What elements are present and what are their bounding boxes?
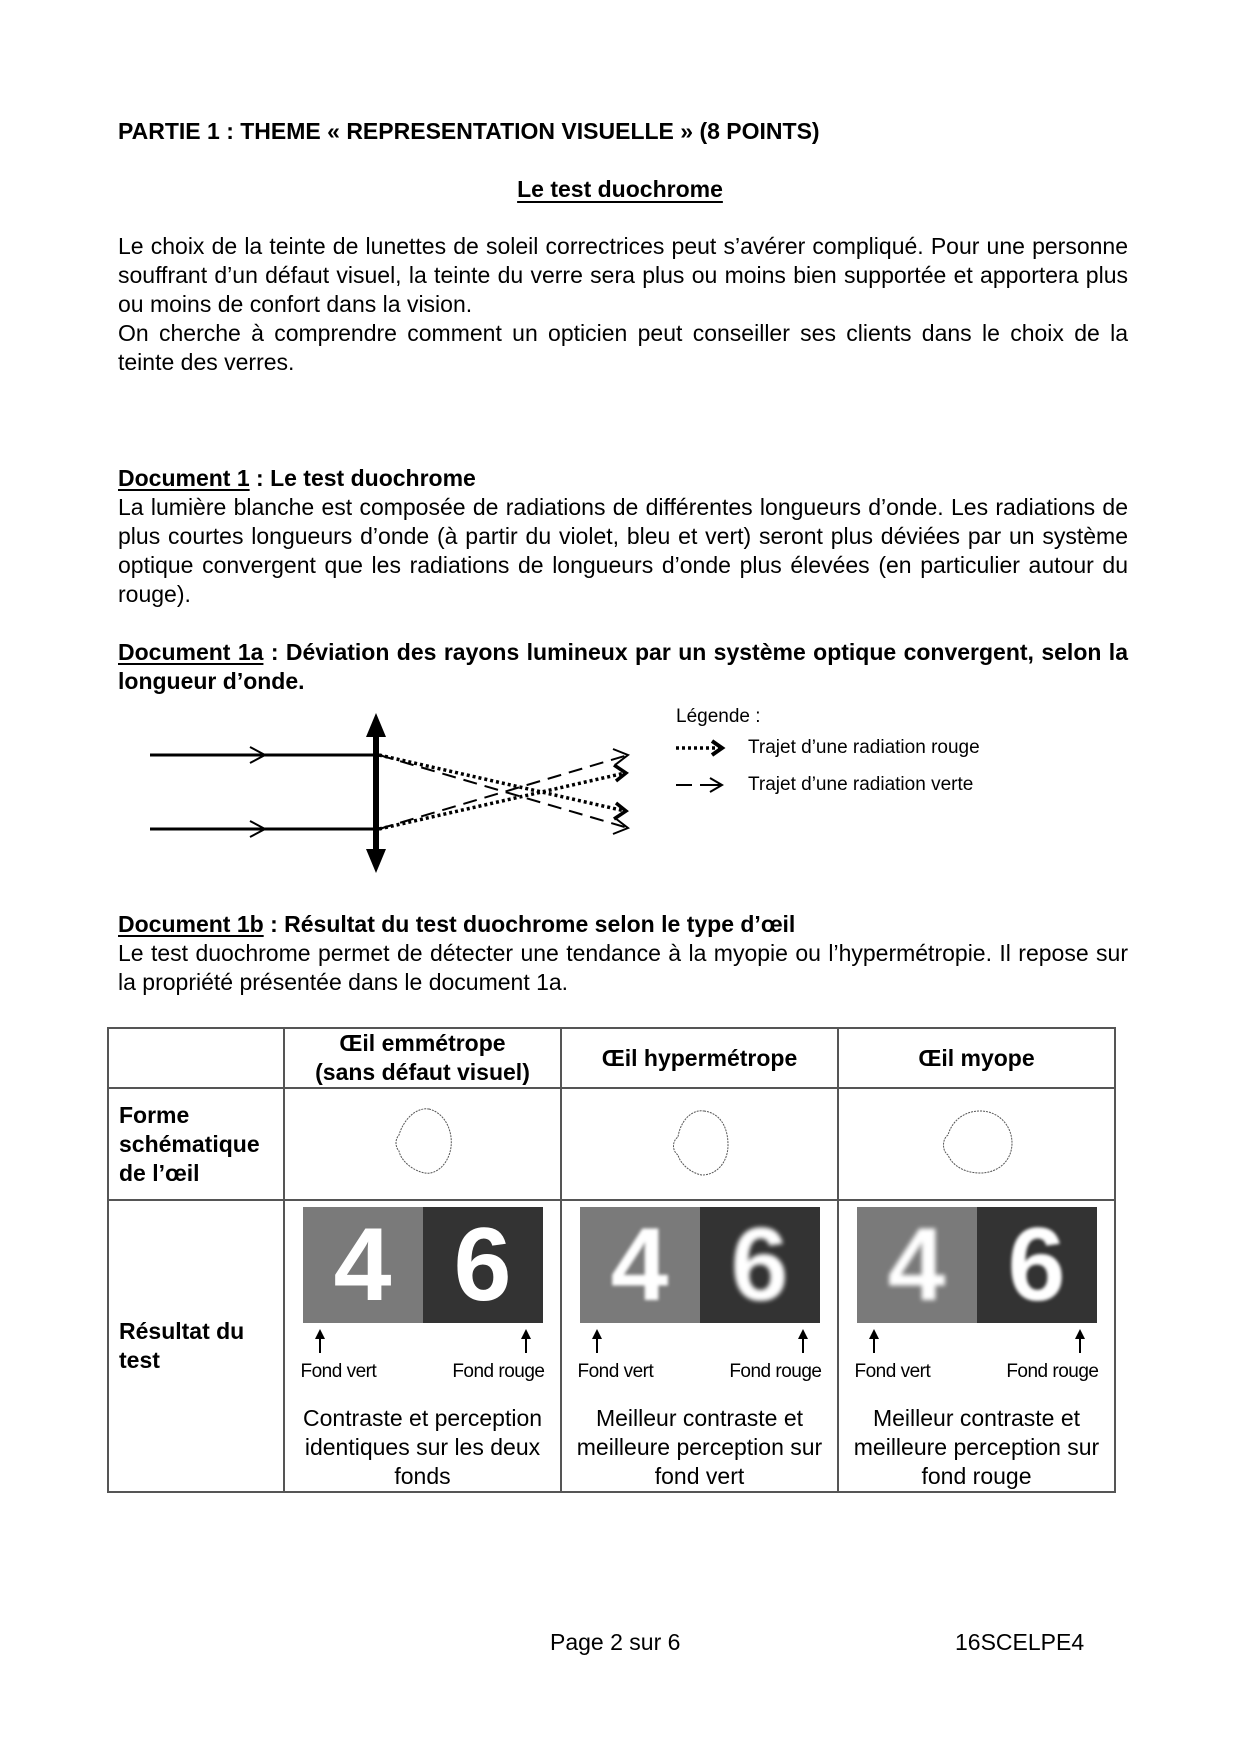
panel-arrows: [303, 1329, 543, 1355]
dotted-arrow-icon: [676, 738, 748, 758]
test-result-myope: [838, 1200, 1115, 1492]
result-description: Contraste et perception identiques sur les deux fonds: [302, 1405, 543, 1489]
duochrome-panel: [580, 1207, 820, 1323]
intro-paragraph-2: On cherche à comprendre comment un opticien peut conseiller ses clients dans le choix de la teinte des verres.: [118, 320, 1128, 375]
row-label-test-result: Résultat du test: [108, 1200, 284, 1492]
result-description: Meilleur contraste et meilleure perception sur fond rouge: [853, 1405, 1100, 1489]
label-fond-vert: Fond vert: [577, 1361, 654, 1382]
green-rays-dashed: [379, 755, 628, 829]
legend-label-green: Trajet d’une radiation verte: [748, 773, 974, 795]
row-label-eye-shape: Forme schématique de l’œil: [108, 1088, 284, 1200]
table-row-eye-shape: [108, 1088, 1115, 1200]
red-background-digit: 6: [423, 1207, 543, 1323]
green-background-digit: [580, 1207, 700, 1323]
panel-arrows: [580, 1329, 820, 1355]
label-fond-rouge: Fond rouge: [729, 1361, 822, 1382]
incident-rays: [150, 747, 376, 837]
label-fond-vert: Fond vert: [300, 1361, 377, 1382]
document-1-heading: [118, 464, 1128, 493]
document-1a-title: : Déviation des rayons lumineux par un système optique convergent, selon la longueur d’onde.: [118, 639, 1128, 694]
arrow-up-icon: [869, 1329, 879, 1353]
arrow-up-icon: [1075, 1329, 1085, 1353]
document-1b-heading: [118, 910, 1128, 939]
legend-label-red: Trajet d’une radiation rouge: [748, 736, 980, 758]
dashed-arrow-icon: [676, 775, 748, 795]
label-fond-vert: Fond vert: [854, 1361, 931, 1382]
panel-labels: [301, 1357, 545, 1386]
document-title: [0, 175, 1240, 204]
part-title: PARTIE 1 : THEME « REPRESENTATION VISUELLE » (8 POINTS): [118, 118, 820, 144]
eye-shape-emmetrope: [284, 1088, 561, 1200]
document-1-section: [118, 464, 1128, 609]
red-background-digit: [700, 1207, 820, 1323]
eye-myope-icon: [932, 1101, 1022, 1181]
table-header-row: [108, 1028, 1115, 1088]
lens-ray-diagram: [140, 705, 640, 880]
green-background-digit: [857, 1207, 977, 1323]
converging-lens-icon: [366, 713, 386, 873]
test-result-hypermetrope: [561, 1200, 838, 1492]
header-emmetrope-line2: (sans défaut visuel): [315, 1059, 530, 1085]
red-background-digit: [977, 1207, 1097, 1323]
duochrome-panel: [857, 1207, 1097, 1323]
eye-emmetrope-icon: [383, 1101, 463, 1181]
document-1b-body: Le test duochrome permet de détecter une tendance à la myopie ou l’hypermétropie. Il repose sur la propriété présentée dans le document 1a.: [118, 940, 1128, 995]
panel-labels: [855, 1357, 1099, 1386]
document-1b-title: : Résultat du test duochrome selon le type d’œil: [263, 911, 796, 937]
document-title-text: Le test duochrome: [517, 176, 723, 202]
duochrome-results-table: [107, 1027, 1116, 1493]
legend-item-red: [676, 729, 980, 766]
arrow-up-icon: [521, 1329, 531, 1353]
panel-labels: [578, 1357, 822, 1386]
label-fond-rouge: Fond rouge: [452, 1361, 545, 1382]
document-1b-label: Document 1b: [118, 911, 264, 937]
header-myope: Œil myope: [838, 1028, 1115, 1088]
document-1b-section: [118, 910, 1128, 997]
document-1-title: : Le test duochrome: [249, 465, 476, 491]
green-ray-arrowheads: [613, 749, 628, 834]
digit-left: 4: [610, 1206, 669, 1323]
red-rays-dotted: [379, 755, 625, 829]
document-1-body: La lumière blanche est composée de radiations de différentes longueurs d’onde. Les radiations de plus courtes longueurs d’onde (à partir du violet, bleu et vert) seront plus déviées par un système optique convergent que les radiations de longueurs d’onde plus élevées (en particulier autour du rouge).: [118, 494, 1128, 607]
digit-right-blurred: 6: [730, 1206, 789, 1323]
test-result-emmetrope: [284, 1200, 561, 1492]
eye-shape-hypermetrope: [561, 1088, 838, 1200]
legend-title: Légende :: [676, 706, 761, 727]
green-background-digit: 4: [303, 1207, 423, 1323]
label-fond-rouge: Fond rouge: [1006, 1361, 1099, 1382]
header-hypermetrope: Œil hypermétrope: [561, 1028, 838, 1088]
eye-shape-myope: [838, 1088, 1115, 1200]
header-emmetrope-line1: Œil emmétrope: [339, 1030, 506, 1056]
diagram-legend: [676, 705, 980, 803]
digit-right: 6: [1007, 1206, 1066, 1323]
result-description: Meilleur contraste et meilleure perception sur fond vert: [576, 1405, 823, 1489]
page-number: Page 2 sur 6: [550, 1629, 681, 1655]
duochrome-panel: [303, 1207, 543, 1323]
header-cell-empty: [108, 1028, 284, 1088]
legend-item-green: [676, 766, 980, 803]
digit-left-blurred: 4: [887, 1206, 946, 1323]
eye-hypermetrope-icon: [660, 1101, 740, 1181]
arrow-up-icon: [592, 1329, 602, 1353]
arrow-up-icon: [315, 1329, 325, 1353]
document-1-label: Document 1: [118, 465, 250, 491]
table-row-test-result: [108, 1200, 1115, 1492]
exam-code: 16SCELPE4: [955, 1629, 1085, 1655]
intro-paragraph-1: Le choix de la teinte de lunettes de soleil correctrices peut s’avérer compliqué. Pour une personne souffrant d’un défaut visuel, la teinte du verre sera plus ou moins bien supportée et apportera plus ou moins de confort dans la vision.: [118, 233, 1128, 317]
document-1a-label: Document 1a: [118, 639, 264, 665]
intro-section: [118, 232, 1128, 377]
header-emmetrope: [284, 1028, 561, 1088]
arrow-up-icon: [798, 1329, 808, 1353]
document-1a-heading: [118, 638, 1128, 696]
panel-arrows: [857, 1329, 1097, 1355]
